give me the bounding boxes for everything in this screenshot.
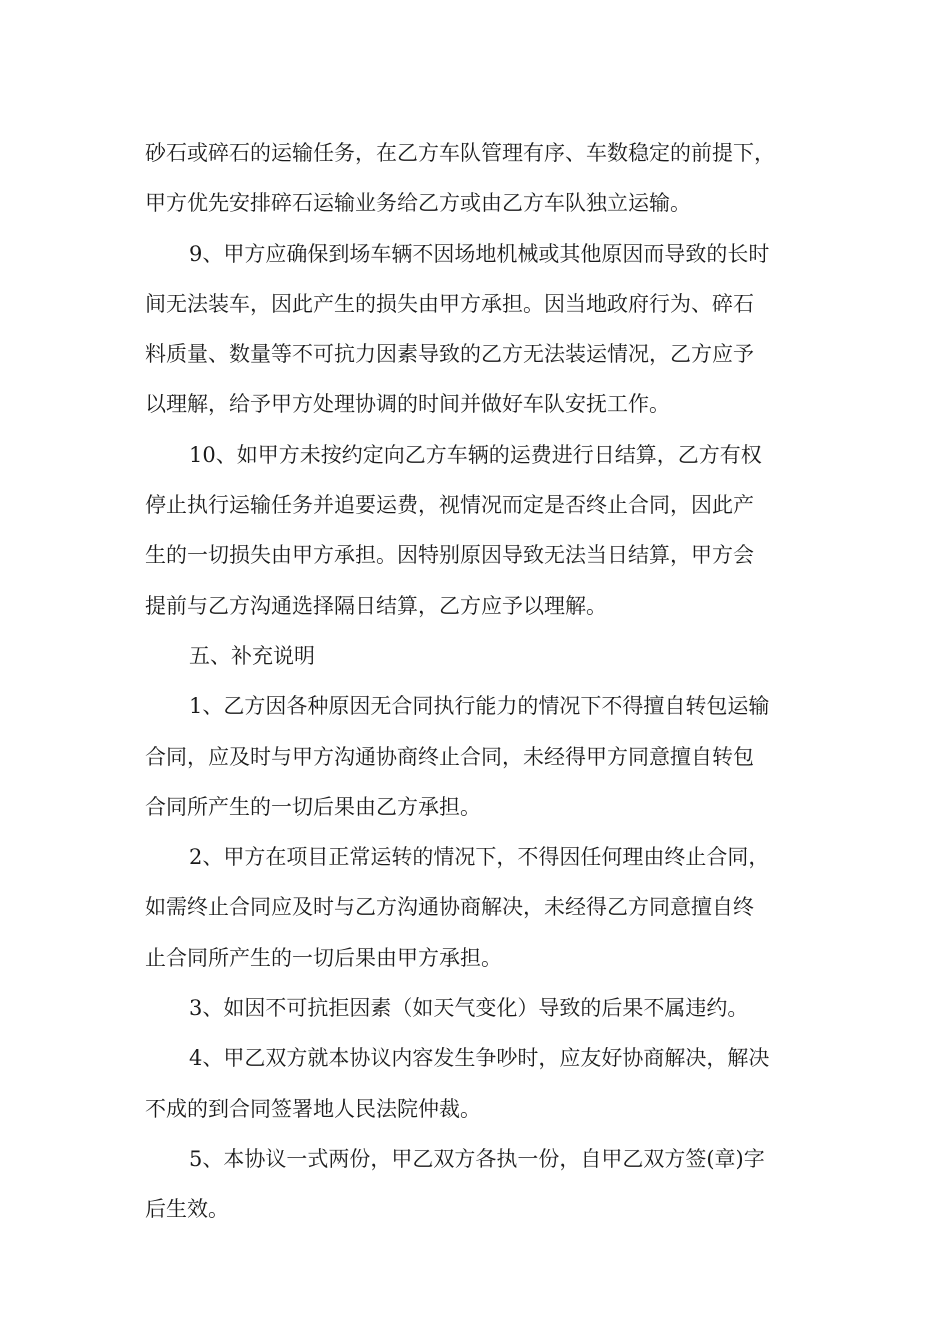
clause-10 [145, 430, 809, 631]
text-line: 不成的到合同签署地人民法院仲裁。 [145, 1096, 481, 1121]
text-line: 10、如甲方未按约定向乙方车辆的运费进行日结算，乙方有权 [189, 442, 762, 467]
supplement-clause-2 [145, 832, 809, 983]
text-line: 2、甲方在项目正常运转的情况下，不得因任何理由终止合同， [189, 845, 770, 870]
text-line: 停止执行运输任务并追要运费，视情况而定是否终止合同，因此产 [145, 493, 754, 518]
text-line: 3、如因不可抗拒因素（如天气变化）导致的后果不属违约。 [189, 996, 749, 1021]
text-line: 9、甲方应确保到场车辆不因场地机械或其他原因而导致的长时 [189, 241, 770, 266]
text-line: 5、本协议一式两份，甲乙双方各执一份，自甲乙双方签(章)字 [189, 1146, 765, 1171]
clause-9 [145, 229, 809, 430]
section-heading: 五、补充说明 [189, 643, 315, 668]
text-line: 砂石或碎石的运输任务，在乙方车队管理有序、车数稳定的前提下， [145, 141, 775, 165]
text-line: 止合同所产生的一切后果由甲方承担。 [145, 945, 502, 970]
text-line: 以理解，给予甲方处理协调的时间并做好车队安抚工作。 [145, 392, 670, 417]
text-line: 提前与乙方沟通选择隔日结算，乙方应予以理解。 [145, 593, 607, 618]
text-line: 合同所产生的一切后果由乙方承担。 [145, 794, 481, 819]
text-line: 间无法装车，因此产生的损失由甲方承担。因当地政府行为、碎石 [145, 291, 754, 316]
document-body [145, 128, 809, 1235]
text-line: 后生效。 [145, 1197, 229, 1222]
text-line: 合同，应及时与甲方沟通协商终止合同，未经得甲方同意擅自转包 [145, 744, 754, 769]
section-heading-5 [145, 631, 809, 681]
text-line: 4、甲乙双方就本协议内容发生争吵时，应友好协商解决，解决 [189, 1046, 770, 1071]
text-line: 如需终止合同应及时与乙方沟通协商解决，未经得乙方同意擅自终 [145, 895, 754, 920]
text-line: 1、乙方因各种原因无合同执行能力的情况下不得擅自转包运输 [189, 694, 770, 719]
paragraph-continued [145, 128, 809, 229]
supplement-clause-1 [145, 681, 809, 832]
supplement-clause-5 [145, 1134, 809, 1235]
supplement-clause-3 [145, 983, 809, 1033]
text-line: 料质量、数量等不可抗力因素导致的乙方无法装运情况，乙方应予 [145, 342, 754, 367]
supplement-clause-4 [145, 1033, 809, 1134]
text-line: 生的一切损失由甲方承担。因特别原因导致无法当日结算，甲方会 [145, 543, 754, 568]
text-line: 甲方优先安排碎石运输业务给乙方或由乙方车队独立运输。 [145, 191, 691, 216]
